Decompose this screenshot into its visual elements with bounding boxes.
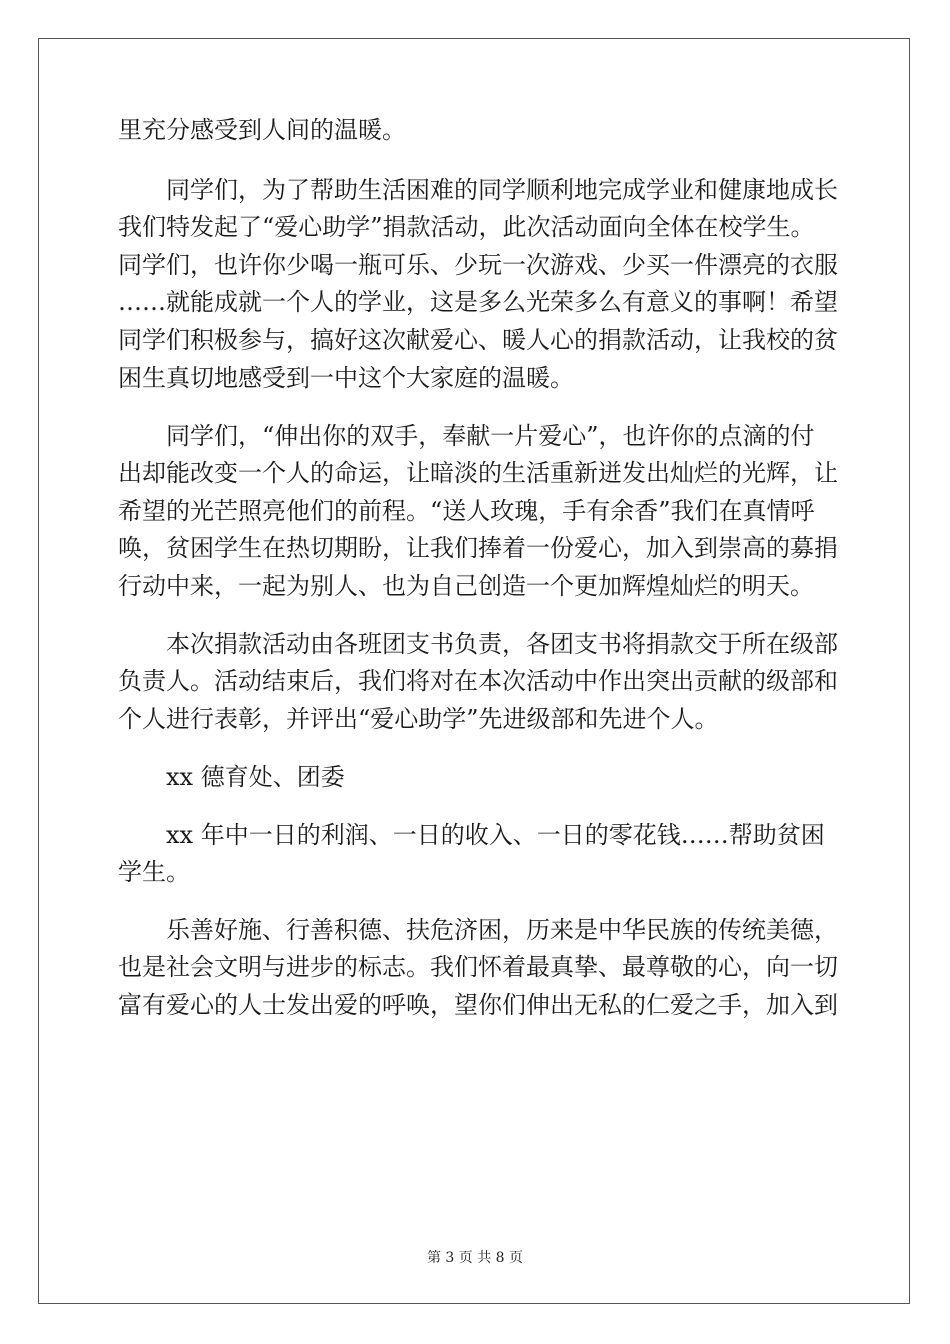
text-line: 唤，贫困学生在热切期盼，让我们捧着一份爱心，加入到崇高的募捐	[118, 534, 838, 562]
text-line: 行动中来，一起为别人、也为自己创造一个更加辉煌灿烂的明天。	[118, 572, 814, 600]
text-line: 富有爱心的人士发出爱的呼唤，望你们伸出无私的仁爱之手，加入到	[118, 991, 838, 1019]
text-line: 里充分感受到人间的温暖。	[118, 116, 406, 144]
text-line: 也是社会文明与进步的标志。我们怀着最真挚、最尊敬的心，向一切	[118, 953, 838, 981]
text-line: ……就能成就一个人的学业，这是多么光荣多么有意义的事啊！希望	[118, 288, 838, 316]
text-line: 学生。	[118, 858, 190, 886]
page-footer: 第 3 页 共 8 页	[426, 1250, 524, 1266]
text-line: xx 德育处、团委	[166, 763, 345, 791]
text-line: 同学们积极参与，搞好这次献爱心、暖人心的捐款活动，让我校的贫	[118, 326, 838, 354]
text-line: xx 年中一日的利润、一日的收入、一日的零花钱……帮助贫困	[166, 821, 825, 849]
text-line: 我们特发起了“爱心助学”捐款活动，此次活动面向全体在校学生。	[118, 213, 815, 241]
text-line: 同学们，为了帮助生活困难的同学顺利地完成学业和健康地成长	[166, 176, 838, 204]
text-line: 本次捐款活动由各班团支书负责，各团支书将捐款交于所在级部	[166, 630, 838, 658]
text-line: 乐善好施、行善积德、扶危济困，历来是中华民族的传统美德，	[166, 916, 838, 944]
text-line: 同学们，也许你少喝一瓶可乐、少玩一次游戏、少买一件漂亮的衣服	[118, 251, 838, 279]
text-line: 负责人。活动结束后，我们将对在本次活动中作出突出贡献的级部和	[118, 667, 838, 695]
text-line: 希望的光芒照亮他们的前程。“送人玫瑰，手有余香”我们在真情呼	[118, 497, 815, 525]
text-line: 困生真切地感受到一中这个大家庭的温暖。	[118, 364, 574, 392]
text-line: 个人进行表彰，并评出“爱心助学”先进级部和先进个人。	[118, 705, 719, 733]
text-line: 同学们，“伸出你的双手，奉献一片爱心”，也许你的点滴的付	[166, 422, 815, 450]
text-line: 出却能改变一个人的命运，让暗淡的生活重新迸发出灿烂的光辉，让	[118, 459, 838, 487]
